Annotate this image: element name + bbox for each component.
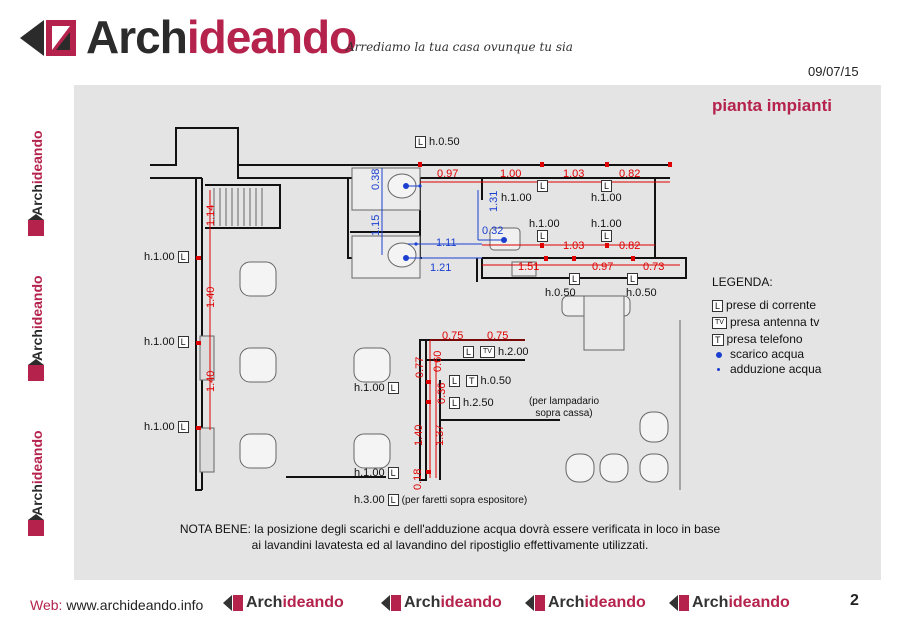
socket-mark [534,230,551,243]
socket-icon: L [388,467,399,479]
socket-icon: L [712,300,723,312]
socket-label: h.1.00 [501,192,532,204]
dim-red: 0.60 [432,350,444,372]
supply-dot-icon [717,368,720,371]
note-line-1: NOTA BENE: la posizione degli scarichi e dell'adduzione acqua dovrà essere verificata in loco in base [179,522,721,536]
socket-label-tv: L TV h.2.00 [460,346,529,359]
dim-red: 1.51 [518,261,540,273]
dim-red: 0.75 [487,330,509,342]
socket-mark [534,180,551,193]
dim-red: 0.77 [414,356,426,378]
dim-red: 1.03 [563,168,585,180]
tv-socket-icon: TV [480,346,495,358]
dim-red: 0.82 [619,240,641,252]
brand-suffix: ideando [186,11,357,63]
dim-red: 1.40 [413,424,425,446]
legend-item: T presa telefono [712,332,803,346]
socket-label-left1: h.1.00 L [144,251,192,264]
dim-red: 0.97 [592,261,614,273]
socket-label: h.1.00 [591,218,622,230]
dim-red: 0.18 [412,468,424,490]
socket-label: h.0.50 [626,287,657,299]
socket-label: h.0.50 [545,287,576,299]
socket-icon: L [537,180,548,192]
tagline: Arrediamo la tua casa ovunque tu sia [346,40,573,54]
dim-blue: 1.21 [430,262,452,274]
socket-icon: L [178,421,189,433]
socket-icon: L [537,230,548,242]
note-text [150,521,750,553]
dim-blue: 1.15 [370,214,382,236]
dim-red: 0.97 [437,168,459,180]
socket-label-tel: L T h.0.50 [446,375,511,388]
date: 09/07/15 [808,64,859,79]
socket-label-left2: h.1.00 L [144,336,192,349]
dim-red: 0.82 [619,168,641,180]
dim-red: 1.37 [434,424,446,446]
socket-icon: L [388,382,399,394]
note-line-2: ai lavandini lavatesta ed al lavandino del ripostiglio effettivamente utilizzati. [251,538,649,552]
legend-title: LEGENDA: [712,275,773,289]
socket-icon: L [388,494,399,506]
dim-red: 1.03 [563,240,585,252]
socket-label-bottom: h.3.00 L (per faretti sopra espositore) [354,494,528,506]
legend-item: L prese di corrente [712,298,816,312]
socket-label: h.1.00 [529,218,560,230]
svg-text:Archideando: Archideando [29,275,45,361]
socket-label-top: L h.0.50 [412,136,460,149]
socket-icon: L [449,375,460,387]
web-label: Web: [30,597,63,613]
brand-logo-icon [380,592,402,614]
tv-socket-icon: TV [712,317,727,329]
socket-mark [624,273,641,286]
socket-icon: L [569,273,580,285]
brand-logo-icon [222,592,244,614]
dim-blue: 0.32 [482,225,504,237]
svg-text:Archideando: Archideando [29,130,45,216]
legend-item: scarico acqua [712,347,804,361]
page-number: 2 [850,592,859,609]
socket-icon: L [178,251,189,263]
dim-blue: 1.11 [436,237,457,249]
socket-label-mid2: h.1.00 L [354,467,402,480]
legend-item: TV presa antenna tv [712,315,819,329]
dim-red: 1.14 [205,204,217,226]
socket-label-mid1: h.1.00 L [354,382,402,395]
dim-red: 1.40 [205,286,217,308]
phone-socket-icon: T [712,334,724,346]
dim-red: 1.00 [500,168,522,180]
brand-logo-icon [524,592,546,614]
web-url-link[interactable]: www.archideando.info [66,597,204,613]
legend-item: adduzione acqua [712,362,821,376]
socket-icon: L [601,230,612,242]
socket-icon: L [463,346,474,358]
dim-blue: 1.31 [488,190,500,212]
phone-socket-icon: T [466,375,478,387]
socket-label: h.1.00 [591,192,622,204]
brand-prefix: Arch [86,11,187,63]
dim-red: 0.73 [643,261,665,273]
socket-mark [598,230,615,243]
dim-blue: 0.38 [370,168,382,190]
socket-icon: L [178,336,189,348]
socket-label-lamp: L h.2.50 [446,397,494,410]
lamp-note: (per lampadario sopra cassa) [528,396,600,419]
socket-mark [566,273,583,286]
socket-icon: L [449,397,460,409]
svg-text:Archideando: Archideando [29,430,45,516]
socket-icon: L [415,136,426,148]
dim-red: 0.75 [442,330,464,342]
website [30,597,203,613]
socket-icon: L [601,180,612,192]
drawing-title: pianta impianti [712,96,832,115]
brand-logo-icon [668,592,690,614]
socket-label-left3: h.1.00 L [144,421,192,434]
drain-dot-icon [716,352,722,358]
dim-red: 0.36 [436,382,448,404]
socket-icon: L [627,273,638,285]
dim-red: 1.40 [205,370,217,392]
